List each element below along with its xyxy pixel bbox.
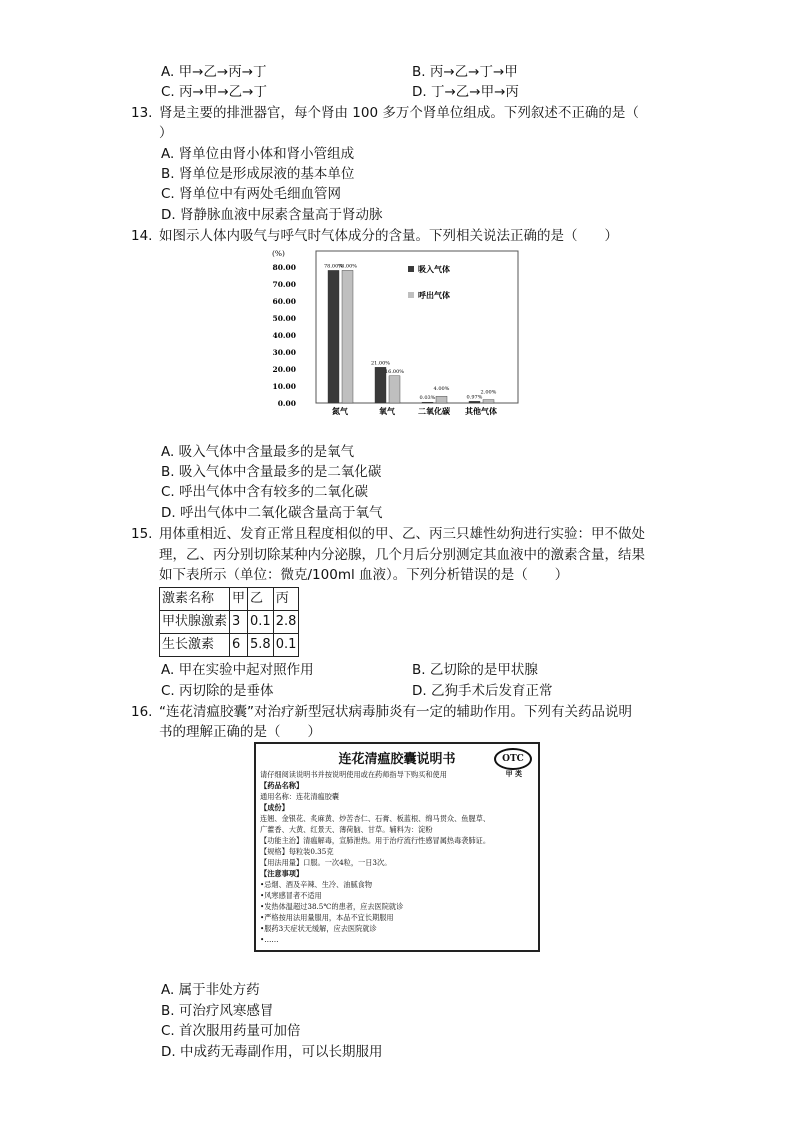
q16-stem-line2: 书的理解正确的是（ ）	[159, 724, 321, 740]
q15-option-b: B. 乙切除的是甲状腺	[412, 662, 538, 678]
manual-line: 【成份】	[260, 803, 289, 812]
y-tick-label: 40.00	[272, 331, 296, 340]
table-cell: 5.8	[248, 634, 274, 657]
q16-stem-line1: “连花清瘟胶囊”对治疗新型冠状病毒肺炎有一定的辅助作用。下列有关药品说明	[159, 704, 632, 720]
manual-line: 【药品名称】	[260, 781, 304, 790]
gas-composition-chart	[270, 248, 522, 418]
legend-swatch	[408, 266, 414, 272]
manual-line: •发热体温超过38.5℃的患者，应去医院就诊	[260, 902, 404, 911]
q13-number: 13.	[131, 105, 153, 121]
manual-line: •服药3天症状无缓解，应去医院就诊	[260, 924, 377, 933]
manual-line: •风寒感冒者不适用	[260, 891, 322, 900]
table-cell: 6	[230, 634, 248, 657]
table-cell: 生长激素	[160, 634, 230, 657]
q13-stem-end: ）	[159, 125, 173, 141]
q15-number: 15.	[131, 526, 153, 542]
table-cell: 甲状腺激素	[160, 611, 230, 634]
y-tick-label: 70.00	[272, 280, 296, 289]
q16-option-b: B. 可治疗风寒感冒	[161, 1003, 274, 1019]
drug-instruction-sheet	[254, 742, 540, 952]
y-tick-label: 10.00	[272, 382, 296, 391]
x-tick-label: 氮气	[332, 406, 348, 416]
q14-number: 14.	[131, 228, 153, 244]
q15-stem-line2: 理，乙、丙分别切除某种内分泌腺，几个月后分别测定其血液中的激素含量，结果	[159, 547, 645, 563]
x-tick-label: 其他气体	[465, 406, 497, 416]
q13-option-d: D. 肾静脉血液中尿素含量高于肾动脉	[161, 207, 383, 223]
data-label: 0.03%	[419, 395, 436, 402]
y-tick-label: 30.00	[272, 348, 296, 357]
manual-line: •严格按用法用量服用，本品不宜长期服用	[260, 913, 394, 922]
y-tick-label: 50.00	[272, 314, 296, 323]
y-axis-label: (%)	[272, 249, 285, 258]
legend-label: 呼出气体	[418, 290, 450, 300]
bar-exhaled	[483, 400, 494, 403]
manual-line: 【功能主治】清瘟解毒，宣肺泄热。用于治疗流行性感冒属热毒袭肺证。	[260, 836, 491, 845]
manual-line: 请仔细阅读说明书并按说明使用或在药师指导下购买和使用	[260, 770, 447, 779]
bar-exhaled	[389, 376, 400, 403]
otc-badge: OTC	[494, 748, 532, 770]
q12-option-c: C. 丙→甲→乙→丁	[161, 84, 267, 100]
manual-line: •……	[260, 935, 279, 944]
manual-line: 连翘、金银花、炙麻黄、炒苦杏仁、石膏、板蓝根、绵马贯众、鱼腥草、	[260, 814, 491, 823]
data-label: 78.00%	[323, 263, 344, 270]
otc-class: 甲 类	[505, 769, 522, 778]
legend-swatch	[408, 292, 414, 298]
table-cell: 0.1	[248, 611, 274, 634]
x-tick-label: 氧气	[379, 406, 395, 416]
bar-inhaled	[328, 270, 339, 403]
table-header-cell: 激素名称	[160, 588, 230, 611]
manual-line: 【规格】每粒装0.35克	[260, 847, 334, 856]
manual-title: 连花清瘟胶囊说明书	[338, 752, 456, 767]
legend-label: 吸入气体	[418, 264, 450, 274]
q15-stem-line1: 用体重相近、发育正常且程度相似的甲、乙、丙三只雄性幼狗进行实验：甲不做处	[159, 526, 645, 542]
q14-option-d: D. 呼出气体中二氧化碳含量高于氧气	[161, 505, 383, 521]
q15-option-d: D. 乙狗手术后发育正常	[412, 683, 553, 699]
manual-line: 通用名称：连花清瘟胶囊	[260, 792, 340, 801]
table-header-cell: 乙	[248, 588, 274, 611]
data-label: 78.00%	[337, 263, 358, 270]
data-label: 16.00%	[384, 368, 405, 375]
bar-exhaled	[342, 270, 353, 403]
table-header-cell: 丙	[273, 588, 299, 611]
table-cell: 3	[230, 611, 248, 634]
q13-stem: 肾是主要的排泄器官，每个肾由 100 多万个肾单位组成。下列叙述不正确的是（	[159, 105, 639, 121]
table-cell: 2.8	[273, 611, 299, 634]
bar-inhaled	[469, 401, 480, 403]
manual-line: 【注意事项】	[260, 869, 304, 878]
q12-option-b: B. 丙→乙→丁→甲	[412, 64, 518, 80]
q15-option-c: C. 丙切除的是垂体	[161, 683, 274, 699]
q14-option-b: B. 吸入气体中含量最多的是二氧化碳	[161, 464, 382, 480]
q13-option-a: A. 肾单位由肾小体和肾小管组成	[161, 146, 355, 162]
q14-option-a: A. 吸入气体中含量最多的是氧气	[161, 444, 355, 460]
q15-stem-line3: 如下表所示（单位：微克/100ml 血液）。下列分析错误的是（ ）	[159, 567, 569, 583]
q12-option-d: D. 丁→乙→甲→丙	[412, 84, 519, 100]
q15-option-a: A. 甲在实验中起对照作用	[161, 662, 314, 678]
q16-option-d: D. 中成药无毒副作用，可以长期服用	[161, 1044, 383, 1060]
y-tick-label: 20.00	[272, 365, 296, 374]
q14-stem: 如图示人体内吸气与呼气时气体成分的含量。下列相关说法正确的是（ ）	[159, 228, 618, 244]
data-label: 0.97%	[466, 394, 483, 401]
x-tick-label: 二氧化碳	[418, 406, 450, 416]
y-tick-label: 60.00	[272, 297, 296, 306]
q13-option-b: B. 肾单位是形成尿液的基本单位	[161, 166, 355, 182]
q14-option-c: C. 呼出气体中含有较多的二氧化碳	[161, 484, 369, 500]
q16-option-a: A. 属于非处方药	[161, 982, 260, 998]
table-row	[160, 611, 299, 634]
hormone-table	[159, 587, 299, 657]
table-cell: 0.1	[273, 634, 299, 657]
data-label: 4.00%	[433, 386, 450, 393]
data-label: 21.00%	[370, 360, 391, 367]
q12-option-a: A. 甲→乙→丙→丁	[161, 64, 267, 80]
q16-option-c: C. 首次服用药量可加倍	[161, 1023, 301, 1039]
table-header-row	[160, 588, 299, 611]
data-label: 2.00%	[480, 389, 497, 396]
q16-number: 16.	[131, 704, 153, 720]
manual-line: •忌烟、酒及辛辣、生冷、油腻食物	[260, 880, 373, 889]
bar-exhaled	[436, 396, 447, 403]
manual-line: 【用法用量】口服。一次4粒，一日3次。	[260, 858, 392, 867]
manual-line: 广藿香、大黄、红景天、薄荷脑、甘草。辅料为：淀粉	[260, 825, 433, 834]
bar-inhaled	[422, 402, 433, 403]
y-tick-label: 0.00	[277, 399, 296, 408]
table-row	[160, 634, 299, 657]
table-header-cell: 甲	[230, 588, 248, 611]
y-tick-label: 80.00	[272, 263, 296, 272]
q13-option-c: C. 肾单位中有两处毛细血管网	[161, 186, 342, 202]
